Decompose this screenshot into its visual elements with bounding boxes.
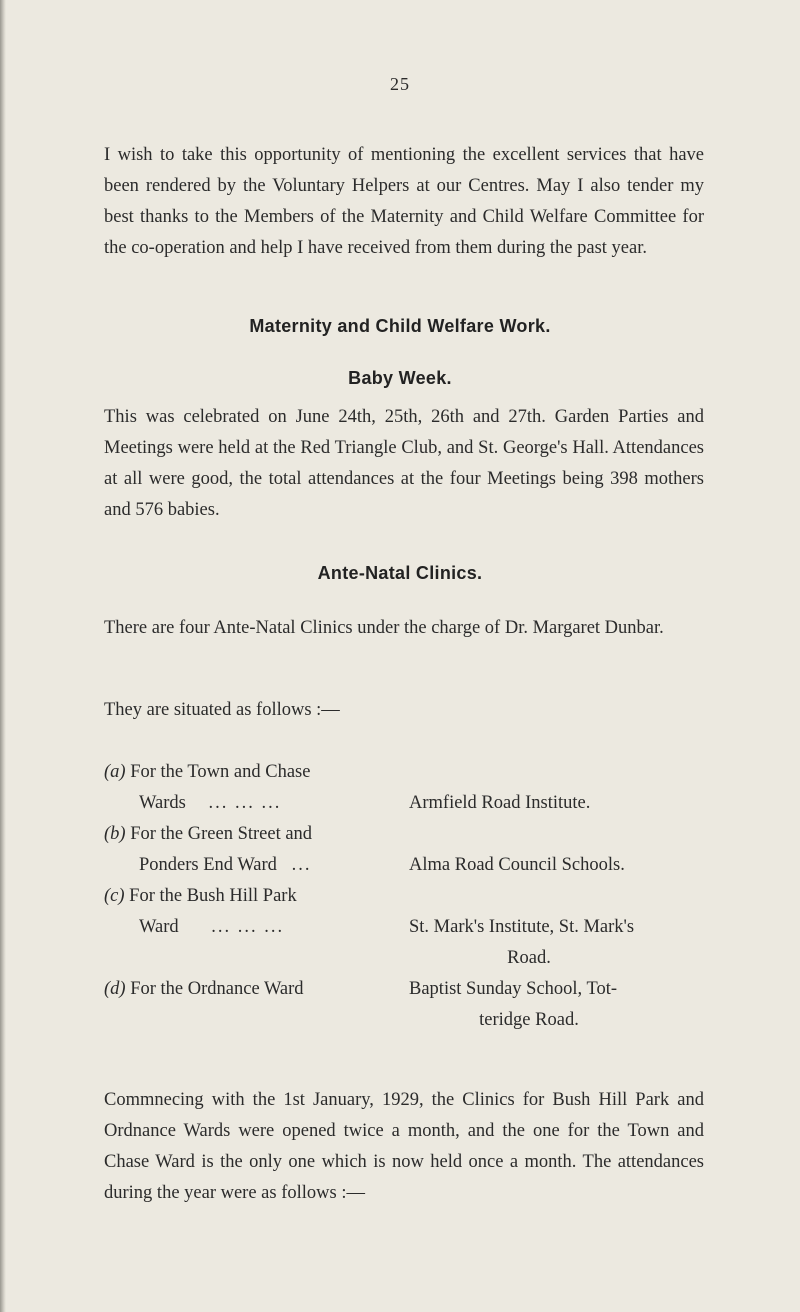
clinic-label: (b): [104, 824, 126, 844]
clinic-description: [104, 974, 404, 1005]
clinic-line1: For the Green Street and: [130, 824, 313, 844]
clinic-line1: For the Town and Chase: [130, 762, 311, 782]
page-number: 25: [390, 74, 410, 94]
clinic-location-line1: Armfield Road Institute.: [409, 793, 591, 813]
ante-natal-paragraph: There are four Ante-Natal Clinics under the charge of Dr. Margaret Dunbar.: [104, 618, 664, 638]
clinic-line1: For the Ordnance Ward: [130, 979, 304, 999]
clinic-label: (a): [104, 762, 126, 782]
clinic-description: [104, 819, 404, 881]
clinic-entry-d: [104, 974, 704, 1036]
clinic-description: [104, 881, 404, 943]
clinic-location-line2: teridge Road.: [479, 1010, 579, 1030]
baby-week-heading: Baby Week.: [348, 368, 452, 388]
closing-paragraph: Commnecing with the 1st January, 1929, the Clinics for Bush Hill Park and Ordnance Wards were opened twice a month, and the one for the Town and Chase Ward is the only one which is now held once a month. The attendances during the year were as follows :—: [104, 1090, 704, 1203]
clinic-entry-c: [104, 881, 704, 974]
baby-week-paragraph: This was celebrated on June 24th, 25th, 26th and 27th. Garden Parties and Meetings were held at the Red Triangle Club, and St. George's Hall. Attendances at all were good, the total attendances at the four Meetings being 398 mothers and 576 babies.: [104, 407, 704, 520]
clinic-description: [104, 757, 404, 819]
clinic-line1: For the Bush Hill Park: [129, 886, 297, 906]
clinic-line2: Ward: [139, 917, 179, 937]
clinic-line2: Wards: [139, 793, 186, 813]
clinic-label: (d): [104, 979, 126, 999]
leader-dots: ... ... ...: [211, 917, 285, 937]
leader-dots: ... ... ...: [208, 793, 282, 813]
clinic-location: [409, 974, 709, 1036]
leader-dots: ...: [291, 855, 312, 875]
clinic-location-line1: Alma Road Council Schools.: [409, 855, 625, 875]
section-heading: Maternity and Child Welfare Work.: [249, 316, 551, 336]
clinic-entry-b: [104, 819, 704, 881]
clinic-location: [409, 788, 709, 819]
clinic-location-line2: Road.: [507, 948, 551, 968]
clinic-entry-a: [104, 757, 704, 819]
clinic-location-line1: St. Mark's Institute, St. Mark's: [409, 917, 635, 937]
clinic-location: [409, 912, 709, 974]
ante-natal-heading: Ante-Natal Clinics.: [317, 563, 483, 583]
clinic-location-line1: Baptist Sunday School, Tot-: [409, 979, 618, 999]
clinic-line2: Ponders End Ward: [139, 855, 277, 875]
intro-paragraph: I wish to take this opportunity of mentioning the excellent services that have been rendered by the Voluntary Helpers at our Centres. May I also tender my best thanks to the Members of the Maternity and Child Welfare Committee for the co-operation and help I have received from them during the past year.: [104, 145, 704, 258]
clinic-label: (c): [104, 886, 125, 906]
clinic-location: [409, 850, 709, 881]
situated-intro: They are situated as follows :—: [104, 700, 340, 720]
